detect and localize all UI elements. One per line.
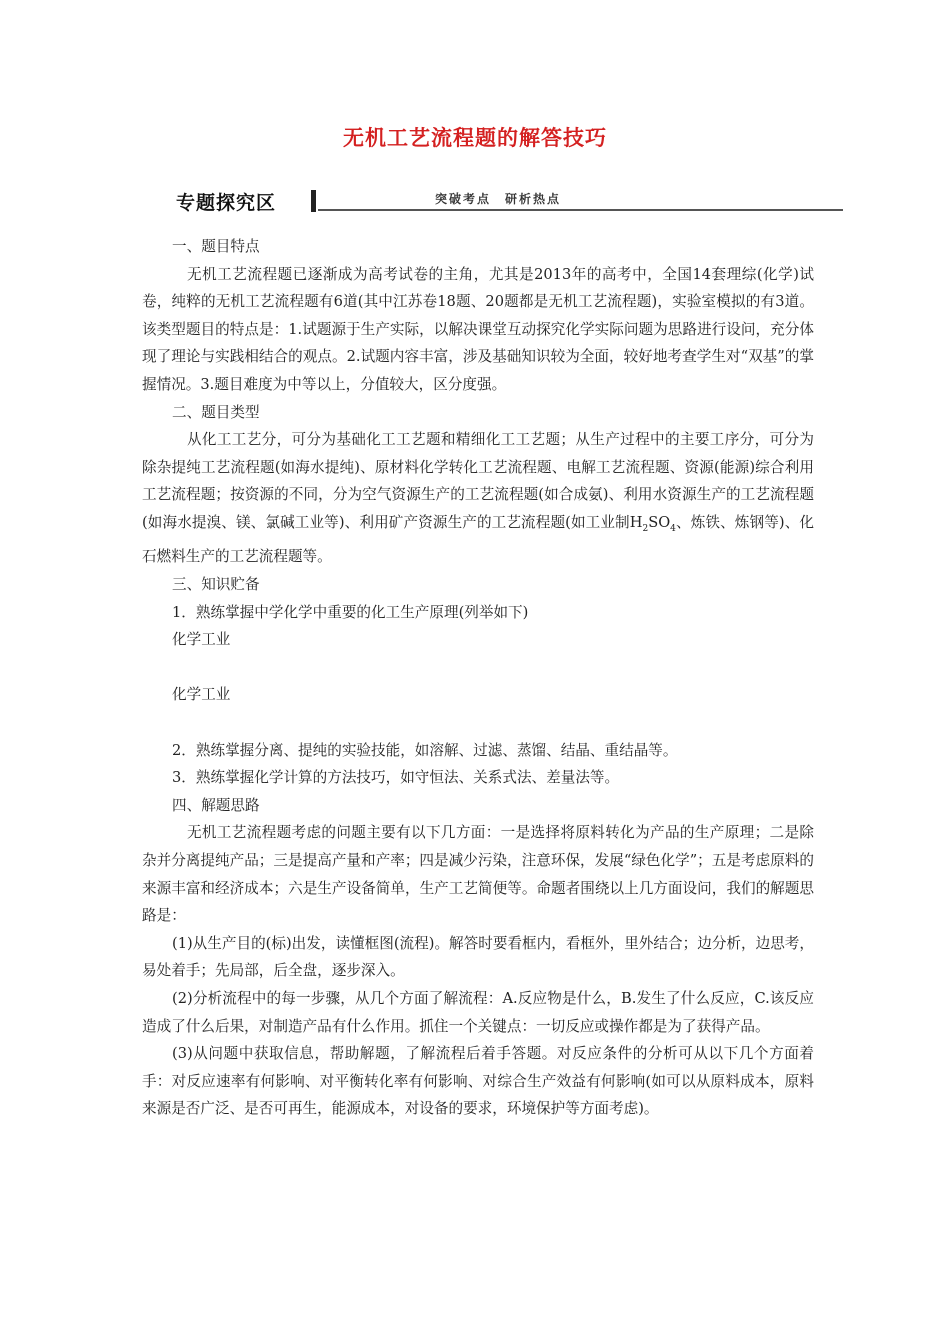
- section-heading-knowledge: 三、知识贮备: [172, 576, 260, 594]
- approach-point-3: (3)从问题中获取信息，帮助解题，了解流程后着手答题。对反应条件的分析可从以下几个方面着手：对反应速率有何影响、对平衡转化率有何影响、对综合生产效益有何影响(如可以从原料成本，原料来源是否广泛、是否可再生，能源成本，对设备的要求，环境保护等方面考虑)。: [142, 1045, 814, 1118]
- document-title: 无机工艺流程题的解答技巧: [343, 126, 607, 150]
- section-heading-features: 一、题目特点: [172, 238, 260, 255]
- formula-sub-4: 4: [670, 523, 676, 534]
- paragraph-approach: 无机工艺流程题考虑的问题主要有以下几方面：一是选择将原料转化为产品的生产原理；二是除杂并分离提纯产品；三是提高产量和产率；四是减少污染，注意环保，发展“绿色化学”；五是考虑原料的来源丰富和经济成本；六是生产设备简单，生产工艺简便等。命题者围绕以上几方面设问，我们的解题思路是：: [142, 824, 814, 925]
- approach-point-1: (1)从生产目的(标)出发，读懂框图(流程)。解答时要看框内，看框外，里外结合；边分析，边思考，易处着手；先局部，后全盘，逐步深入。: [142, 934, 814, 980]
- paragraph-features: 无机工艺流程题已逐渐成为高考试卷的主角，尤其是2013年的高考中，全国14套理综(化学)试卷，纯粹的无机工艺流程题有6道(其中江苏卷18题、20题都是无机工艺流程题)，实验室模拟的有3道。该类型题目的特点是：1.试题源于生产实际，以解决课堂互动探究化学实际问题为思路进行设问，充分体现了理论与实践相结合的观点。2.试题内容丰富，涉及基础知识较为全面，较好地考查学生对“双基”的掌握情况。3.题目难度为中等以上，分值较大，区分度强。: [142, 265, 814, 393]
- formula-so: SO: [648, 513, 671, 531]
- section-heading-approach: 四、解题思路: [172, 796, 260, 814]
- banner-subtitle: 突破考点 研析热点: [435, 192, 562, 206]
- knowledge-item-1: 1．熟练掌握中学化学中重要的化工生产原理(列举如下): [172, 603, 529, 621]
- types-text-a: 从化工工艺分，可分为基础化工工艺题和精细化工工艺题；从生产过程中的主要工序分，可分为除杂提纯工艺流程题(如海水提纯)、原材料化学转化工艺流程题、电解工艺流程题、资源(能源)综合利用工艺流程题；按资源的不同，分为空气资源生产的工艺流程题(如合成氨)、利用水资源生产的工艺流程题(如海水提溴、镁、氯碱工业等)、利用矿产资源生产的工艺流程题(如工业制H: [142, 431, 814, 531]
- paragraph-types: [142, 426, 814, 571]
- section-heading-types: 二、题目类型: [172, 403, 260, 421]
- formula-sub-2: 2: [642, 523, 649, 534]
- chemical-industry-label-1: 化学工业: [172, 631, 231, 649]
- banner-divider-bar: [311, 190, 316, 212]
- banner-label: 专题探究区: [176, 192, 277, 214]
- knowledge-item-3: 3．熟练掌握化学计算的方法技巧，如守恒法、关系式法、差量法等。: [172, 769, 620, 787]
- types-text-b: 、炼铁、炼钢等)、化石燃料生产的工艺流程题等。: [142, 513, 814, 566]
- chemical-industry-label-2: 化学工业: [172, 686, 231, 704]
- document-body: [142, 233, 814, 1123]
- knowledge-item-2: 2．熟练掌握分离、提纯的实验技能，如溶解、过滤、蒸馏、结晶、重结晶等。: [172, 741, 678, 759]
- approach-point-2: (2)分析流程中的每一步骤，从几个方面了解流程：A.反应物是什么，B.发生了什么反应，C.该反应造成了什么后果，对制造产品有什么作用。抓住一个关键点：一切反应或操作都是为了获得产品。: [142, 989, 814, 1035]
- banner-rule: [318, 209, 843, 211]
- section-banner: [173, 188, 843, 214]
